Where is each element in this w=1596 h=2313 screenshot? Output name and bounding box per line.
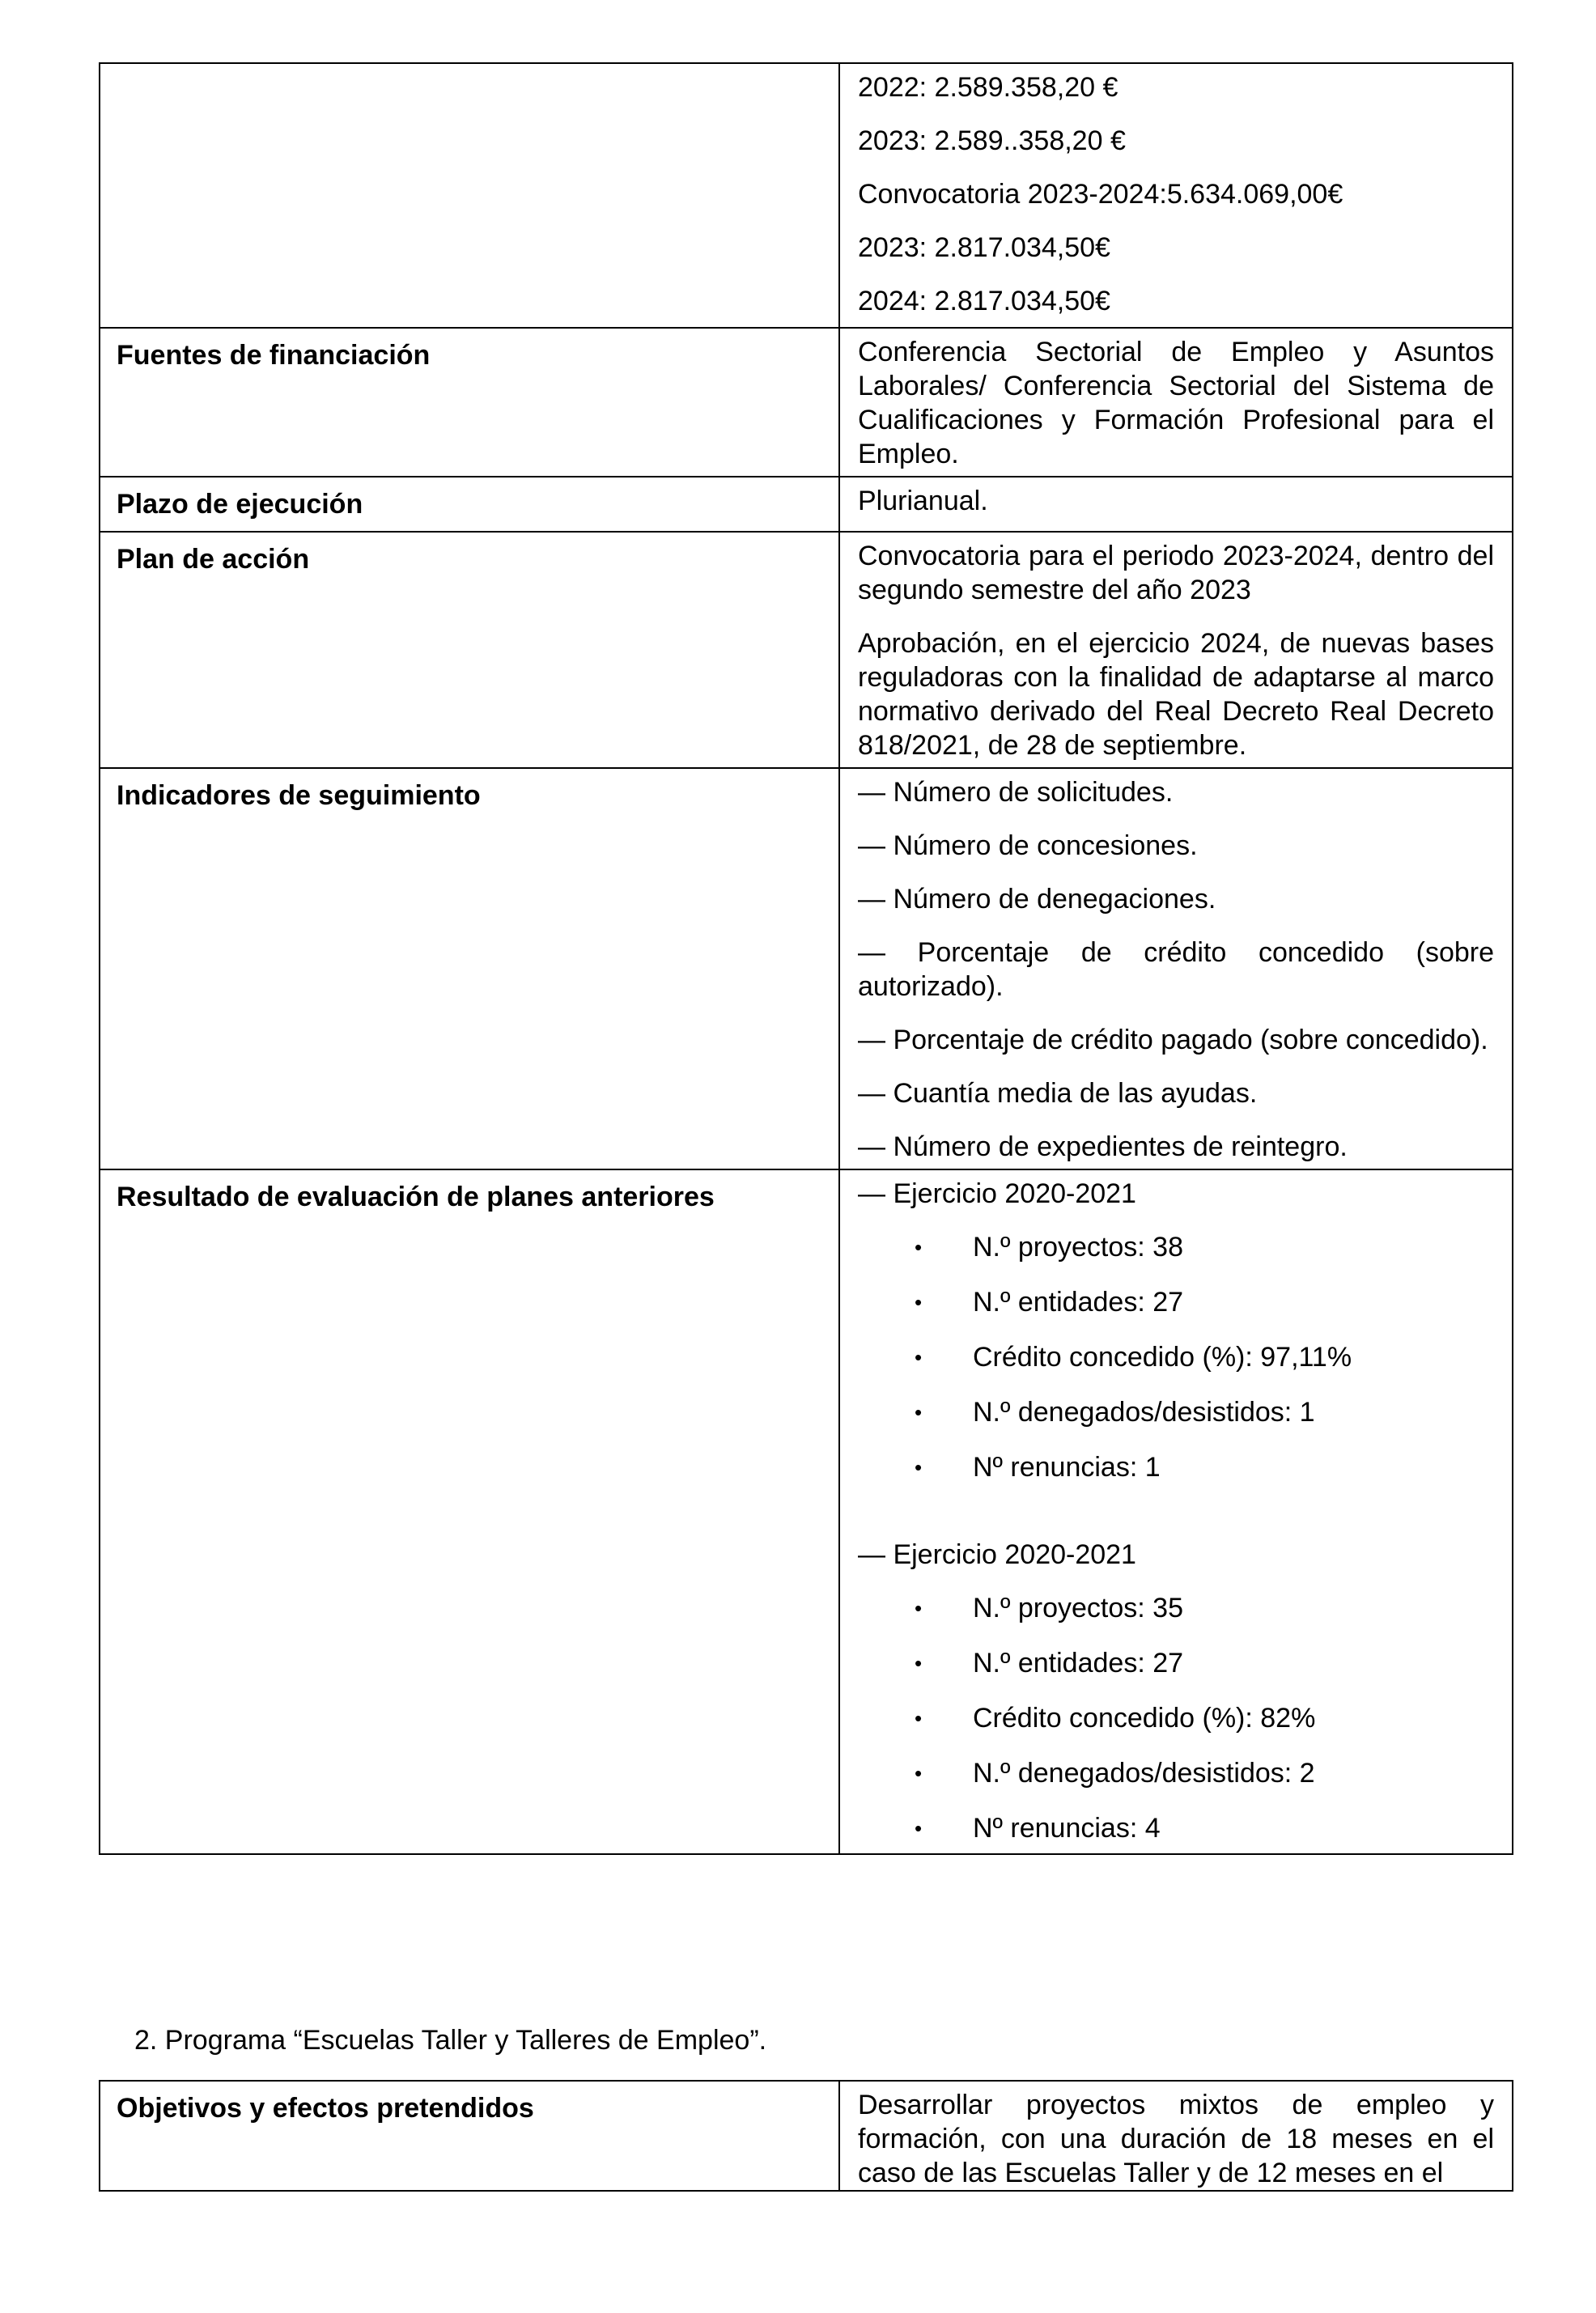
- term-value: Plurianual.: [839, 477, 1513, 532]
- bullet-icon: •: [915, 1651, 923, 1675]
- list-item: [858, 1340, 1494, 1374]
- table-row-term: [100, 477, 1513, 532]
- amount-line: 2023: 2.817.034,50€: [858, 232, 1110, 263]
- table-row-funding: [100, 328, 1513, 477]
- list-item: [858, 1285, 1494, 1319]
- spacer: [858, 1504, 1494, 1538]
- amount-line: 2022: 2.589.358,20 €: [858, 72, 1118, 103]
- results-period-heading: — Ejercicio 2020-2021: [858, 1539, 1136, 1570]
- list-item-text: Nº renuncias: 4: [973, 1813, 1161, 1844]
- bullet-icon: •: [915, 1706, 923, 1730]
- results-period-heading: — Ejercicio 2020-2021: [858, 1178, 1136, 1209]
- objectives-label: Objetivos y efectos pretendidos: [100, 2081, 839, 2191]
- bullet-icon: •: [915, 1596, 923, 1620]
- amount-line: 2023: 2.589..358,20 €: [858, 125, 1126, 156]
- results-period-1-list: [858, 1230, 1494, 1484]
- amount-line: 2024: 2.817.034,50€: [858, 286, 1110, 316]
- table-row-plan: [100, 532, 1513, 768]
- table-row-results: [100, 1169, 1513, 1854]
- program-details-table: [99, 62, 1513, 1855]
- list-item-text: N.º proyectos: 35: [973, 1593, 1183, 1623]
- indicator-item: — Porcentaje de crédito pagado (sobre concedido).: [858, 1025, 1488, 1055]
- bullet-icon: •: [915, 1455, 923, 1479]
- list-item: [858, 1395, 1494, 1429]
- results-cell: [839, 1169, 1513, 1854]
- bullet-icon: •: [915, 1345, 923, 1369]
- results-period-2-list: [858, 1591, 1494, 1845]
- bullet-icon: •: [915, 1761, 923, 1785]
- list-item: [858, 1701, 1494, 1735]
- indicator-item: — Número de concesiones.: [858, 830, 1198, 861]
- list-item-text: Crédito concedido (%): 97,11%: [973, 1342, 1352, 1373]
- bullet-icon: •: [915, 1400, 923, 1424]
- bullet-icon: •: [915, 1235, 923, 1259]
- plan-label: Plan de acción: [100, 532, 839, 768]
- term-label: Plazo de ejecución: [100, 477, 839, 532]
- funding-value: Conferencia Sectorial de Empleo y Asuntos Laborales/ Conferencia Sectorial del Sistema de Cualificaciones y Formación Profesional para el Empleo.: [839, 328, 1513, 477]
- indicator-item: — Cuantía media de las ayudas.: [858, 1078, 1258, 1109]
- list-item-text: N.º proyectos: 38: [973, 1232, 1183, 1263]
- list-item: [858, 1230, 1494, 1264]
- list-item: [858, 1591, 1494, 1625]
- empty-label-cell: [100, 63, 839, 328]
- list-item: [858, 1811, 1494, 1845]
- program-2-table: [99, 2080, 1513, 2192]
- bullet-icon: •: [915, 1290, 923, 1314]
- list-item: [858, 1450, 1494, 1484]
- list-item-text: Crédito concedido (%): 82%: [973, 1703, 1316, 1734]
- table-row-objectives: [100, 2081, 1513, 2191]
- table-row-amounts: [100, 63, 1513, 328]
- list-item: [858, 1646, 1494, 1680]
- indicator-item: — Número de expedientes de reintegro.: [858, 1131, 1348, 1162]
- results-label: Resultado de evaluación de planes anteriores: [100, 1169, 839, 1854]
- amounts-cell: [839, 63, 1513, 328]
- funding-label: Fuentes de financiación: [100, 328, 839, 477]
- indicator-item: — Porcentaje de crédito concedido (sobre autorizado).: [858, 937, 1494, 1002]
- list-item-text: N.º denegados/desistidos: 2: [973, 1758, 1315, 1789]
- plan-paragraph: Aprobación, en el ejercicio 2024, de nuevas bases reguladoras con la finalidad de adaptarse al marco normativo derivado del Real Decreto Real Decreto 818/2021, de 28 de septiembre.: [858, 628, 1494, 761]
- list-item-text: Nº renuncias: 1: [973, 1452, 1161, 1483]
- indicator-item: — Número de denegaciones.: [858, 884, 1216, 915]
- list-item-text: N.º entidades: 27: [973, 1648, 1184, 1679]
- section-heading: 2. Programa “Escuelas Taller y Talleres de Empleo”.: [134, 2025, 767, 2056]
- bullet-icon: •: [915, 1816, 923, 1840]
- indicators-cell: [839, 768, 1513, 1169]
- objectives-value: Desarrollar proyectos mixtos de empleo y formación, con una duración de 18 meses en el caso de las Escuelas Taller y de 12 meses en el: [839, 2081, 1513, 2191]
- list-item-text: N.º denegados/desistidos: 1: [973, 1397, 1315, 1428]
- plan-paragraph: Convocatoria para el periodo 2023-2024, dentro del segundo semestre del año 2023: [858, 541, 1494, 605]
- amount-line: Convocatoria 2023-2024:5.634.069,00€: [858, 179, 1343, 210]
- list-item: [858, 1756, 1494, 1790]
- plan-cell: [839, 532, 1513, 768]
- indicator-item: — Número de solicitudes.: [858, 777, 1174, 808]
- table-row-indicators: [100, 768, 1513, 1169]
- indicators-label: Indicadores de seguimiento: [100, 768, 839, 1169]
- list-item-text: N.º entidades: 27: [973, 1287, 1184, 1318]
